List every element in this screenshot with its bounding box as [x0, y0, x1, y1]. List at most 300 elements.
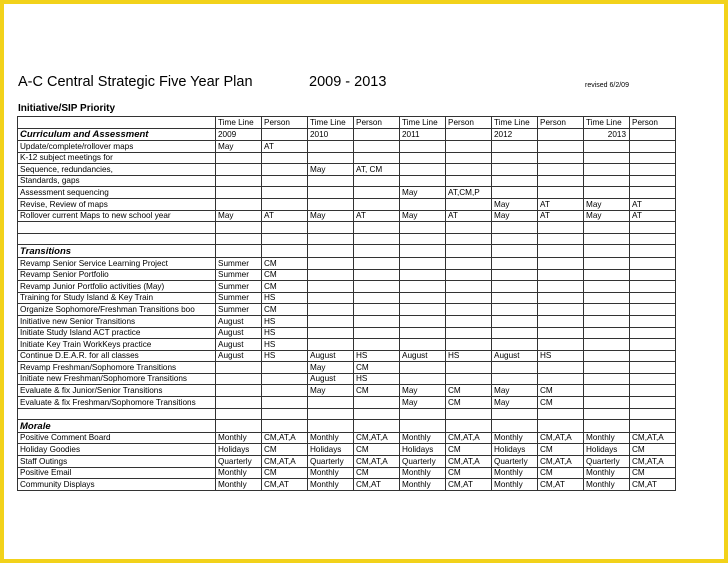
- time-line-cell: [400, 269, 446, 281]
- time-line-cell: Monthly: [492, 467, 538, 479]
- person-cell: AT: [538, 199, 584, 211]
- person-cell: CM: [538, 444, 584, 456]
- person-cell: [354, 397, 400, 409]
- empty-cell: [492, 245, 538, 258]
- task-label: Revamp Senior Service Learning Project: [18, 257, 216, 269]
- empty-cell: [538, 408, 584, 420]
- task-label: Evaluate & fix Junior/Senior Transitions: [18, 385, 216, 397]
- person-cell: [538, 257, 584, 269]
- table-row: [18, 292, 676, 304]
- time-line-cell: [584, 175, 630, 187]
- person-cell: CM: [262, 444, 308, 456]
- person-cell: [538, 292, 584, 304]
- person-cell: [354, 199, 400, 211]
- time-line-cell: Quarterly: [400, 455, 446, 467]
- person-cell: HS: [354, 373, 400, 385]
- person-cell: CM: [538, 467, 584, 479]
- empty-cell: [630, 420, 676, 433]
- person-cell: [354, 292, 400, 304]
- header-time-line: Time Line: [584, 117, 630, 129]
- time-line-cell: May: [400, 187, 446, 199]
- person-cell: [446, 373, 492, 385]
- person-cell: [354, 175, 400, 187]
- time-line-cell: [492, 315, 538, 327]
- empty-cell: [262, 233, 308, 245]
- person-cell: [262, 175, 308, 187]
- empty-cell: [584, 233, 630, 245]
- time-line-cell: August: [492, 350, 538, 362]
- time-line-cell: [308, 257, 354, 269]
- time-line-cell: [400, 304, 446, 316]
- year-label: 2009: [216, 128, 262, 141]
- time-line-cell: May: [400, 210, 446, 222]
- person-cell: [354, 339, 400, 351]
- table-row: [18, 444, 676, 456]
- time-line-cell: [400, 281, 446, 293]
- task-label: Continue D.E.A.R. for all classes: [18, 350, 216, 362]
- time-line-cell: [492, 187, 538, 199]
- time-line-cell: [492, 362, 538, 374]
- time-line-cell: [584, 281, 630, 293]
- time-line-cell: [308, 152, 354, 164]
- person-cell: [354, 315, 400, 327]
- time-line-cell: May: [216, 141, 262, 153]
- person-cell: CM: [446, 385, 492, 397]
- time-line-cell: Holidays: [216, 444, 262, 456]
- empty-cell: [262, 420, 308, 433]
- person-cell: [630, 315, 676, 327]
- task-label: Sequence, redundancies,: [18, 164, 216, 176]
- person-cell: [446, 141, 492, 153]
- person-cell: CM,AT,A: [354, 432, 400, 444]
- task-label: Staff Outings: [18, 455, 216, 467]
- table-row: [18, 304, 676, 316]
- time-line-cell: [216, 152, 262, 164]
- empty-cell: [354, 420, 400, 433]
- header-time-line: Time Line: [216, 117, 262, 129]
- plan-table: [17, 116, 676, 491]
- year-label: 2011: [400, 128, 446, 141]
- time-line-cell: [492, 339, 538, 351]
- time-line-cell: Monthly: [492, 479, 538, 491]
- time-line-cell: [400, 362, 446, 374]
- time-line-cell: [216, 397, 262, 409]
- person-cell: [446, 257, 492, 269]
- time-line-cell: [584, 327, 630, 339]
- person-cell: HS: [262, 292, 308, 304]
- empty-cell: [354, 222, 400, 234]
- person-cell: [538, 304, 584, 316]
- table-row: [18, 210, 676, 222]
- person-cell: AT: [446, 210, 492, 222]
- table-row: [18, 385, 676, 397]
- time-line-cell: [308, 292, 354, 304]
- person-cell: CM: [538, 397, 584, 409]
- table-row: [18, 373, 676, 385]
- empty-cell: [216, 408, 262, 420]
- empty-cell: [354, 245, 400, 258]
- time-line-cell: Summer: [216, 269, 262, 281]
- empty-cell: [400, 233, 446, 245]
- person-cell: CM,AT,A: [630, 455, 676, 467]
- time-line-cell: [584, 187, 630, 199]
- task-label: Holiday Goodies: [18, 444, 216, 456]
- person-cell: [630, 339, 676, 351]
- person-cell: CM: [630, 444, 676, 456]
- empty-cell: [308, 222, 354, 234]
- empty-cell: [308, 245, 354, 258]
- time-line-cell: [400, 152, 446, 164]
- person-cell: HS: [446, 350, 492, 362]
- time-line-cell: [584, 257, 630, 269]
- empty-cell: [446, 420, 492, 433]
- person-cell: [446, 362, 492, 374]
- person-cell: CM: [262, 304, 308, 316]
- time-line-cell: [308, 327, 354, 339]
- person-cell: [630, 141, 676, 153]
- table-row: [18, 141, 676, 153]
- person-cell: HS: [538, 350, 584, 362]
- time-line-cell: [584, 385, 630, 397]
- person-cell: CM: [262, 467, 308, 479]
- person-cell: [262, 199, 308, 211]
- time-line-cell: [308, 199, 354, 211]
- person-cell: AT: [630, 199, 676, 211]
- empty-cell: [446, 233, 492, 245]
- time-line-cell: [308, 269, 354, 281]
- header-time-line: Time Line: [400, 117, 446, 129]
- time-line-cell: [492, 304, 538, 316]
- time-line-cell: [308, 397, 354, 409]
- person-cell: [630, 350, 676, 362]
- empty-cell: [446, 222, 492, 234]
- person-cell: [262, 164, 308, 176]
- person-cell: CM,AT: [630, 479, 676, 491]
- person-cell: CM,AT,A: [538, 455, 584, 467]
- time-line-cell: [584, 304, 630, 316]
- person-cell: CM: [262, 269, 308, 281]
- time-line-cell: August: [216, 327, 262, 339]
- empty-cell: [584, 408, 630, 420]
- time-line-cell: Holidays: [308, 444, 354, 456]
- empty-cell: [308, 233, 354, 245]
- empty-cell: [262, 245, 308, 258]
- empty-cell: [630, 233, 676, 245]
- time-line-cell: [492, 175, 538, 187]
- time-line-cell: [584, 350, 630, 362]
- time-line-cell: Summer: [216, 304, 262, 316]
- empty-cell: [354, 233, 400, 245]
- task-label: Update/complete/rollover maps: [18, 141, 216, 153]
- time-line-cell: Holidays: [492, 444, 538, 456]
- person-cell: [538, 315, 584, 327]
- person-cell: [446, 281, 492, 293]
- person-cell: [630, 397, 676, 409]
- person-cell: CM,AT,A: [446, 455, 492, 467]
- time-line-cell: [400, 257, 446, 269]
- time-line-cell: [492, 327, 538, 339]
- time-line-cell: May: [308, 210, 354, 222]
- time-line-cell: May: [308, 385, 354, 397]
- person-cell: [538, 164, 584, 176]
- person-cell: CM: [262, 257, 308, 269]
- time-line-cell: [308, 175, 354, 187]
- empty-cell: [18, 222, 216, 234]
- time-line-cell: Monthly: [584, 467, 630, 479]
- task-label: Positive Email: [18, 467, 216, 479]
- person-cell: [538, 362, 584, 374]
- person-cell: [262, 152, 308, 164]
- time-line-cell: Monthly: [216, 467, 262, 479]
- time-line-cell: [584, 362, 630, 374]
- time-line-cell: [216, 362, 262, 374]
- person-cell: CM: [354, 467, 400, 479]
- empty-cell: [446, 128, 492, 141]
- person-cell: HS: [262, 350, 308, 362]
- empty-cell: [262, 128, 308, 141]
- person-cell: [630, 373, 676, 385]
- empty-cell: [584, 245, 630, 258]
- time-line-cell: [216, 385, 262, 397]
- person-cell: [262, 187, 308, 199]
- time-line-cell: Quarterly: [308, 455, 354, 467]
- empty-cell: [630, 408, 676, 420]
- person-cell: HS: [262, 339, 308, 351]
- person-cell: [446, 327, 492, 339]
- person-cell: [354, 141, 400, 153]
- person-cell: [538, 141, 584, 153]
- table-row: [18, 164, 676, 176]
- time-line-cell: [584, 141, 630, 153]
- time-line-cell: Summer: [216, 292, 262, 304]
- person-cell: CM: [262, 281, 308, 293]
- person-cell: [354, 304, 400, 316]
- person-cell: CM,AT,A: [630, 432, 676, 444]
- person-cell: [538, 281, 584, 293]
- section-title: Morale: [18, 420, 216, 433]
- person-cell: [630, 257, 676, 269]
- person-cell: [446, 292, 492, 304]
- time-line-cell: Monthly: [492, 432, 538, 444]
- person-cell: [446, 304, 492, 316]
- year-label: 2012: [492, 128, 538, 141]
- table-row: [18, 479, 676, 491]
- person-cell: [354, 281, 400, 293]
- time-line-cell: Monthly: [308, 432, 354, 444]
- task-label: Evaluate & fix Freshman/Sophomore Transitions: [18, 397, 216, 409]
- time-line-cell: [400, 315, 446, 327]
- time-line-cell: May: [400, 397, 446, 409]
- person-cell: CM,AT,A: [354, 455, 400, 467]
- time-line-cell: [492, 257, 538, 269]
- person-cell: [630, 187, 676, 199]
- empty-cell: [216, 245, 262, 258]
- task-label: Rollover current Maps to new school year: [18, 210, 216, 222]
- person-cell: [630, 292, 676, 304]
- person-cell: CM: [538, 385, 584, 397]
- time-line-cell: [584, 164, 630, 176]
- header-time-line: Time Line: [308, 117, 354, 129]
- time-line-cell: May: [584, 199, 630, 211]
- task-label: Initiate Study Island ACT practice: [18, 327, 216, 339]
- time-line-cell: [308, 304, 354, 316]
- time-line-cell: [492, 152, 538, 164]
- plan-title: A-C Central Strategic Five Year Plan: [18, 74, 253, 90]
- empty-cell: [400, 408, 446, 420]
- time-line-cell: May: [492, 397, 538, 409]
- time-line-cell: Quarterly: [216, 455, 262, 467]
- task-label: Revamp Freshman/Sophomore Transitions: [18, 362, 216, 374]
- person-cell: HS: [262, 315, 308, 327]
- empty-cell: [538, 233, 584, 245]
- empty-cell: [446, 408, 492, 420]
- time-line-cell: Monthly: [308, 467, 354, 479]
- time-line-cell: Summer: [216, 281, 262, 293]
- time-line-cell: [216, 164, 262, 176]
- person-cell: [630, 164, 676, 176]
- time-line-cell: May: [308, 362, 354, 374]
- time-line-cell: May: [308, 164, 354, 176]
- time-line-cell: August: [400, 350, 446, 362]
- time-line-cell: [584, 373, 630, 385]
- task-label: Organize Sophomore/Freshman Transitions boo: [18, 304, 216, 316]
- table-row: [18, 455, 676, 467]
- time-line-cell: [584, 292, 630, 304]
- section-row: [18, 245, 676, 258]
- task-label: Revamp Senior Portfolio: [18, 269, 216, 281]
- person-cell: [630, 269, 676, 281]
- person-cell: [630, 327, 676, 339]
- person-cell: [446, 175, 492, 187]
- person-cell: CM,AT,A: [538, 432, 584, 444]
- time-line-cell: [492, 141, 538, 153]
- header-person: Person: [446, 117, 492, 129]
- person-cell: [262, 373, 308, 385]
- year-label: 2013: [584, 128, 630, 141]
- priority-heading: Initiative/SIP Priority: [18, 103, 116, 114]
- task-label: Revamp Junior Portfolio activities (May): [18, 281, 216, 293]
- person-cell: AT,CM,P: [446, 187, 492, 199]
- person-cell: CM,AT,A: [262, 432, 308, 444]
- person-cell: [354, 269, 400, 281]
- header-person: Person: [538, 117, 584, 129]
- time-line-cell: [400, 164, 446, 176]
- empty-cell: [400, 245, 446, 258]
- empty-cell: [446, 245, 492, 258]
- empty-cell: [308, 420, 354, 433]
- time-line-cell: Monthly: [400, 432, 446, 444]
- plan-table-body: [18, 117, 676, 491]
- time-line-cell: [308, 281, 354, 293]
- person-cell: AT: [262, 210, 308, 222]
- table-row: [18, 152, 676, 164]
- time-line-cell: August: [308, 350, 354, 362]
- blank-row: [18, 408, 676, 420]
- time-line-cell: Monthly: [308, 479, 354, 491]
- empty-cell: [492, 222, 538, 234]
- empty-cell: [538, 420, 584, 433]
- time-line-cell: [216, 373, 262, 385]
- time-line-cell: [308, 187, 354, 199]
- time-line-cell: Monthly: [216, 479, 262, 491]
- empty-cell: [584, 420, 630, 433]
- person-cell: CM: [446, 444, 492, 456]
- person-cell: [446, 199, 492, 211]
- time-line-cell: Quarterly: [584, 455, 630, 467]
- time-line-cell: May: [584, 210, 630, 222]
- time-line-cell: August: [308, 373, 354, 385]
- person-cell: [538, 339, 584, 351]
- time-line-cell: [400, 339, 446, 351]
- header-person: Person: [262, 117, 308, 129]
- empty-cell: [584, 222, 630, 234]
- task-label: Standards, gaps: [18, 175, 216, 187]
- empty-cell: [18, 233, 216, 245]
- time-line-cell: [216, 199, 262, 211]
- table-row: [18, 339, 676, 351]
- time-line-cell: [400, 175, 446, 187]
- person-cell: CM,AT: [538, 479, 584, 491]
- person-cell: [446, 164, 492, 176]
- header-row: [18, 117, 676, 129]
- person-cell: [262, 385, 308, 397]
- section-title: Curriculum and Assessment: [18, 128, 216, 141]
- task-label: Initiate new Freshman/Sophomore Transitions: [18, 373, 216, 385]
- time-line-cell: [584, 269, 630, 281]
- empty-cell: [262, 408, 308, 420]
- empty-cell: [538, 128, 584, 141]
- time-line-cell: [584, 152, 630, 164]
- table-row: [18, 257, 676, 269]
- task-label: K-12 subject meetings for: [18, 152, 216, 164]
- table-row: [18, 199, 676, 211]
- person-cell: [630, 175, 676, 187]
- task-label: Revise, Review of maps: [18, 199, 216, 211]
- table-row: [18, 175, 676, 187]
- empty-cell: [492, 408, 538, 420]
- person-cell: AT: [630, 210, 676, 222]
- empty-cell: [538, 222, 584, 234]
- time-line-cell: [216, 187, 262, 199]
- empty-cell: [262, 222, 308, 234]
- time-line-cell: May: [492, 210, 538, 222]
- person-cell: [630, 152, 676, 164]
- time-line-cell: [400, 141, 446, 153]
- empty-cell: [216, 233, 262, 245]
- task-label: Positive Comment Board: [18, 432, 216, 444]
- time-line-cell: Quarterly: [492, 455, 538, 467]
- person-cell: CM: [354, 385, 400, 397]
- person-cell: [354, 327, 400, 339]
- time-line-cell: Holidays: [584, 444, 630, 456]
- person-cell: [446, 315, 492, 327]
- person-cell: AT, CM: [354, 164, 400, 176]
- empty-cell: [216, 420, 262, 433]
- person-cell: AT: [262, 141, 308, 153]
- blank-row: [18, 222, 676, 234]
- time-line-cell: [492, 373, 538, 385]
- person-cell: CM,AT,A: [446, 432, 492, 444]
- time-line-cell: [308, 339, 354, 351]
- person-cell: [538, 152, 584, 164]
- person-cell: [446, 269, 492, 281]
- empty-cell: [492, 420, 538, 433]
- table-row: [18, 432, 676, 444]
- empty-cell: [400, 420, 446, 433]
- time-line-cell: [492, 164, 538, 176]
- header-time-line: Time Line: [492, 117, 538, 129]
- person-cell: [630, 304, 676, 316]
